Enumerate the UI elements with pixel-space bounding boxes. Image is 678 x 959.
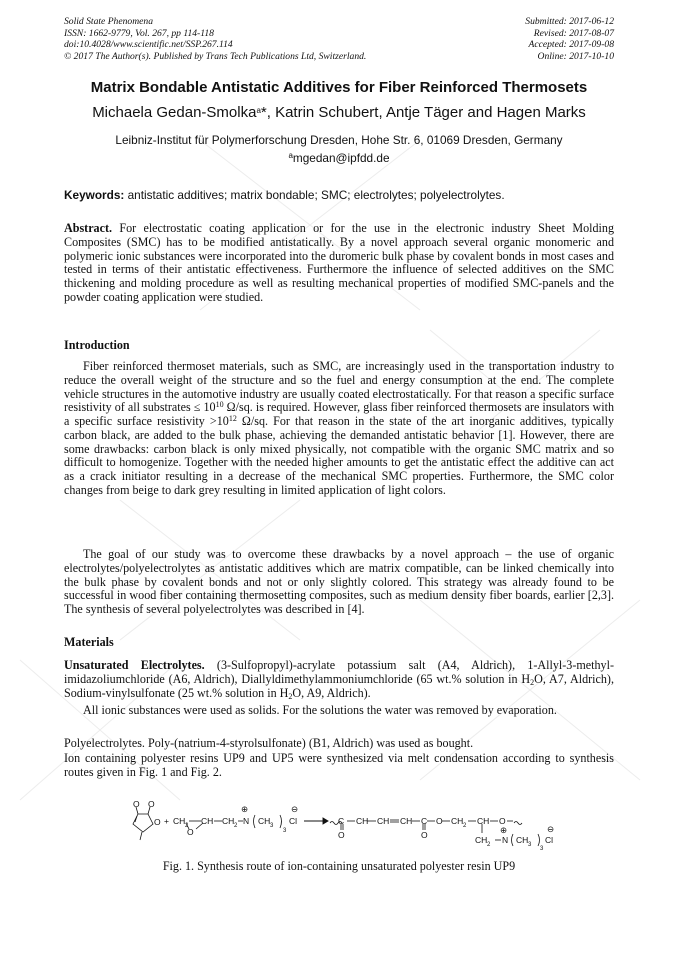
author-first: Michaela Gedan-Smolka bbox=[92, 104, 257, 121]
header-doi[interactable]: doi:10.4028/www.scientific.net/SSP.267.114 bbox=[64, 39, 233, 51]
positive-charge: ⊕ bbox=[500, 825, 508, 835]
atom-label: O bbox=[338, 830, 345, 840]
header-copyright: © 2017 The Author(s). Published by Trans Tech Publications Ltd, Switzerland. bbox=[64, 50, 367, 62]
atom-subscript: 3 bbox=[540, 846, 544, 852]
atom-label: Cl bbox=[545, 835, 554, 845]
negative-charge: ⊖ bbox=[547, 824, 555, 834]
email-address[interactable]: mgedan@ipfdd.de bbox=[292, 151, 390, 165]
atom-label: CH bbox=[356, 816, 369, 826]
intro-p1-exponent-2: 12 bbox=[228, 414, 237, 423]
materials-p1-text-a: (3-Sulfopropyl)-acrylate potassium salt (A4, Aldrich), 1-Allyl-3-methyl-imidazoliumchloride (A6, Aldrich), Diallyldimethylammoniumchloride (65 wt.% solution in H bbox=[64, 658, 614, 686]
header-dates bbox=[525, 16, 614, 62]
materials-p1-text-c: O, A9, Aldrich). bbox=[292, 685, 371, 700]
author-rest: *, Katrin Schubert, Antje Täger and Hagen Marks bbox=[260, 104, 586, 121]
materials-p1-subscript-2: 2 bbox=[288, 691, 293, 701]
atom-label: O bbox=[187, 827, 194, 837]
materials-p1-text-b: O, A7, Aldrich), Sodium-vinylsulfonate (25 wt.% solution in H bbox=[64, 671, 614, 700]
header-journal-info bbox=[64, 16, 366, 62]
atom-label: O bbox=[148, 799, 155, 809]
atom-label: O bbox=[133, 799, 140, 809]
positive-charge: ⊕ bbox=[241, 804, 249, 814]
polyester-product-structure bbox=[330, 816, 554, 852]
atom-label: CH bbox=[201, 816, 214, 826]
reaction-arrow bbox=[304, 818, 328, 824]
intro-p1-text-c: Ω/sq. For that reason in the state of the art inorganic additives, typically carbon black, are added to the bulk phase, achieving the demanded antistatic behavior [1]. However, there are some drawbacks: carbon black is only mixed physically, not compatible with the organic SMC matrix and so difficult to homogenize. Together with the needed higher amounts to get the antistatic effect the additive can act as a crack initiator resulting in a decrease of the mechanical SMC properties. Furthermore, the SMC color changes from beige to dark grey resulting in limited application of light colors. bbox=[64, 414, 614, 497]
materials-paragraph-2: All ionic substances were used as solids. For the solutions the water was removed by evaporation. bbox=[83, 703, 557, 717]
header-accepted: Accepted: 2017-09-08 bbox=[528, 39, 614, 51]
maleic-anhydride-structure bbox=[133, 807, 153, 840]
introduction-paragraph-2: The goal of our study was to overcome these drawbacks by a novel approach – the use of organic electrolytes/polyelectrolytes as antistatic additives which are matrix compatible, can be linked chemically into the bulk phase by covalent bonds and not or only slightly colored. This strategy was already found to be successful in wood fiber containing thermosetting composites, such as medium density fiber boards, earlier [2,3]. The synthesis of several polyelectrolytes was described in [4]. bbox=[64, 547, 614, 616]
figure-caption: Fig. 1. Synthesis route of ion-containing unsaturated polyester resin UP9 bbox=[162, 859, 516, 873]
atom-label: CH bbox=[516, 835, 529, 845]
header-issn: ISSN: 1662-9779, Vol. 267, pp 114-118 bbox=[64, 27, 214, 39]
atom-label: CH bbox=[477, 816, 490, 826]
atom-label: O bbox=[154, 817, 161, 827]
atom-label: N bbox=[502, 835, 509, 845]
paper-title: Matrix Bondable Antistatic Additives for Fiber Reinforced Thermosets bbox=[90, 79, 588, 96]
atom-label: CH bbox=[258, 816, 271, 826]
author-affiliation-mark: a bbox=[256, 106, 261, 115]
introduction-paragraph-1 bbox=[64, 360, 614, 498]
synthesis-scheme-figure bbox=[120, 799, 560, 855]
materials-paragraph-3: Polyelectrolytes. Poly-(natrium-4-styrolsulfonate) (B1, Aldrich) was used as bought. bbox=[64, 736, 474, 750]
keywords-label: Keywords: bbox=[64, 188, 125, 202]
keywords-text: antistatic additives; matrix bondable; SMC; electrolytes; polyelectrolytes. bbox=[124, 188, 505, 202]
atom-subscript: 2 bbox=[487, 842, 491, 848]
materials-p1-subscript-1: 2 bbox=[530, 677, 535, 687]
header-submitted: Submitted: 2017-06-12 bbox=[525, 16, 614, 27]
atom-label: O bbox=[499, 816, 506, 826]
atom-label: CH bbox=[222, 816, 235, 826]
abstract-label: Abstract. bbox=[64, 221, 113, 235]
materials-p1-label: Unsaturated Electrolytes. bbox=[64, 658, 205, 672]
header-revised: Revised: 2017-08-07 bbox=[533, 27, 614, 39]
atom-subscript: 3 bbox=[283, 828, 287, 834]
author-list bbox=[0, 104, 678, 121]
atom-label: C bbox=[338, 816, 345, 826]
abstract-text: For electrostatic coating application or for the use in the electronic industry Sheet Molding Composites (SMC) has to be modified antistatically. By a novel approach several organic monomeric and polymeric ionic substances were incorporated into the duromeric bulk phase by covalent bonds in most cases and tested in terms of their antistatic effectiveness. Furthermore the influence of selected additives on the SMC thickening and molding procedure as well as resulting mechanical properties of modified SMC-panels and the powder coating application were studied. bbox=[64, 221, 614, 304]
section-heading-introduction: Introduction bbox=[64, 338, 130, 352]
plus-sign: + bbox=[164, 816, 169, 826]
materials-paragraph-4: Ion containing polyester resins UP9 and UP5 were synthesized via melt condensation according to synthesis routes given in Fig. 1 and Fig. 2. bbox=[64, 751, 614, 779]
atom-subscript: 3 bbox=[528, 842, 532, 848]
negative-charge: ⊖ bbox=[291, 804, 299, 814]
atom-label: O bbox=[436, 816, 443, 826]
header-online: Online: 2017-10-10 bbox=[537, 50, 614, 62]
atom-subscript: 2 bbox=[234, 823, 238, 829]
atom-subscript: 3 bbox=[270, 823, 274, 829]
section-heading-materials: Materials bbox=[64, 635, 114, 649]
intro-p1-exponent-1: 10 bbox=[215, 400, 224, 410]
atom-label: CH bbox=[451, 816, 464, 826]
affiliation: Leibniz-Institut für Polymerforschung Dresden, Hohe Str. 6, 01069 Dresden, Germany bbox=[115, 133, 563, 147]
atom-subscript: 2 bbox=[185, 823, 189, 829]
keywords bbox=[64, 188, 614, 202]
maleic-anhydride-atoms bbox=[133, 799, 161, 827]
contact-email bbox=[0, 151, 678, 165]
materials-paragraph-1 bbox=[64, 659, 614, 700]
atom-label: CH bbox=[475, 835, 488, 845]
atom-subscript: 2 bbox=[463, 823, 467, 829]
email-mark: a bbox=[288, 151, 293, 160]
atom-label: CH bbox=[173, 816, 186, 826]
atom-label: C bbox=[421, 816, 428, 826]
atom-label: O bbox=[421, 830, 428, 840]
abstract bbox=[64, 222, 614, 305]
atom-label: Cl bbox=[289, 816, 298, 826]
intro-p1-text-a: Fiber reinforced thermoset materials, such as SMC, are increasingly used in the transportation industry to reduce the overall weight of the structure and so the fuel and energy consumption at the end. The complete vehicle structures in the automotive industry are usually coated electrostatically. For that reason a specific surface resistivity of all substrates ≤ 10 bbox=[64, 359, 614, 415]
atom-label: N bbox=[243, 816, 250, 826]
epoxy-ammonium-monomer bbox=[173, 804, 298, 837]
atom-label: CH bbox=[377, 816, 390, 826]
atom-label: CH bbox=[400, 816, 413, 826]
header-journal-name: Solid State Phenomena bbox=[64, 16, 153, 27]
intro-p1-text-b: Ω/sq. is required. However, glass fiber reinforced thermosets are insulators with a specific surface resistivity >10 bbox=[64, 400, 614, 428]
